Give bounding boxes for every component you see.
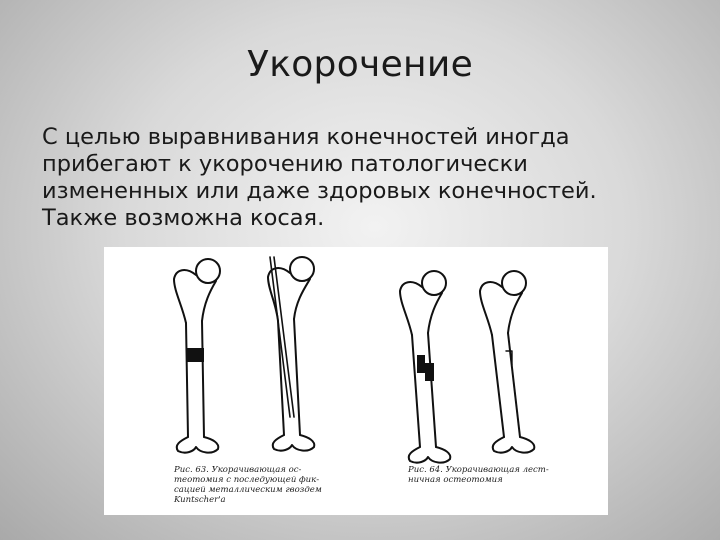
femur-4-step-result (480, 271, 534, 453)
slide-title: Укорочение (246, 44, 474, 85)
body-line: измененных или даже здоровых конечностей. (42, 178, 597, 204)
body-line: прибегают к укорочению патологически (42, 151, 528, 177)
femur-1-shortening-osteotomy (174, 259, 220, 453)
figure-caption-64: Рис. 64. Укорачивающая лест- ничная остеотомия (408, 465, 549, 485)
slide-body-text (42, 124, 702, 232)
bone-osteotomy-figure (104, 247, 608, 515)
body-line: Также возможна косая. (42, 205, 325, 231)
femur-3-step-osteotomy (400, 271, 450, 463)
femur-2-nail-fixation (268, 257, 314, 451)
figure-caption-63: Рис. 63. Укорачивающая ос- теотомия с последующей фик- сацией металлическим гвоздем Kuntscher'a (174, 465, 322, 505)
body-line: С целью выравнивания конечностей иногда (42, 124, 570, 150)
